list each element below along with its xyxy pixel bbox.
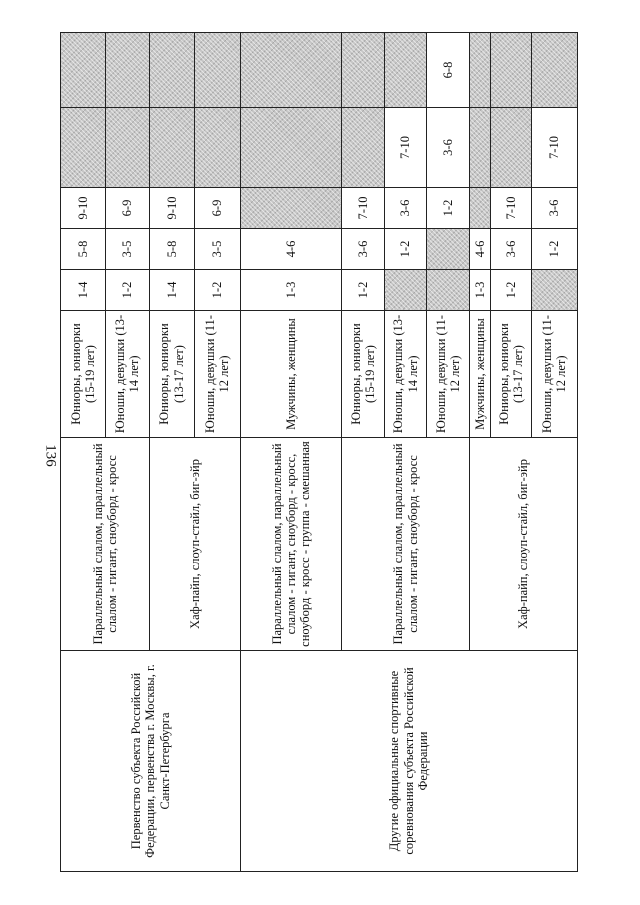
shaded-cell xyxy=(385,33,427,108)
shaded-cell xyxy=(491,33,532,108)
shaded-cell xyxy=(61,108,106,188)
table-row xyxy=(240,33,342,872)
age-group-cell: Юниоры, юниорки (13-17 лет) xyxy=(149,311,194,438)
age-group-cell: Юноши, девушки (11-12 лет) xyxy=(531,311,577,438)
rank-cell: 1-3 xyxy=(469,270,490,311)
rank-cell: 1-2 xyxy=(385,229,427,270)
rank-cell: 4-6 xyxy=(240,229,342,270)
rank-cell: 7-10 xyxy=(491,188,532,229)
rank-cell: 9-10 xyxy=(61,188,106,229)
rank-cell: 3-6 xyxy=(342,229,385,270)
discipline-cell: Хаф-пайп, слоуп-стайл, биг-эйр xyxy=(469,438,577,651)
rank-cell: 5-8 xyxy=(149,229,194,270)
rank-cell: 6-9 xyxy=(105,188,149,229)
shaded-cell xyxy=(469,108,490,188)
shaded-cell xyxy=(194,33,240,108)
shaded-cell xyxy=(149,33,194,108)
rank-cell: 3-6 xyxy=(531,188,577,229)
shaded-cell xyxy=(194,108,240,188)
rank-cell: 7-10 xyxy=(531,108,577,188)
age-group-cell: Юниоры, юниорки (15-19 лет) xyxy=(61,311,106,438)
age-group-cell: Юноши, девушки (11-12 лет) xyxy=(194,311,240,438)
table-row xyxy=(61,33,106,872)
age-group-cell: Юноши, девушки (13-14 лет) xyxy=(385,311,427,438)
discipline-cell: Параллельный слалом, параллельный слалом - гигант, сноуборд - кросс xyxy=(61,438,150,651)
shaded-cell xyxy=(469,188,490,229)
rank-cell: 1-2 xyxy=(531,229,577,270)
rank-cell: 5-8 xyxy=(61,229,106,270)
age-group-cell: Юниоры, юниорки (15-19 лет) xyxy=(342,311,385,438)
shaded-cell xyxy=(491,108,532,188)
shaded-cell xyxy=(61,33,106,108)
shaded-cell xyxy=(105,33,149,108)
rank-cell: 1-2 xyxy=(105,270,149,311)
rank-cell: 1-3 xyxy=(240,270,342,311)
page-number: 136 xyxy=(42,444,59,467)
shaded-cell xyxy=(240,108,342,188)
shaded-cell xyxy=(342,108,385,188)
rank-cell: 4-6 xyxy=(469,229,490,270)
age-group-cell: Юноши, девушки (11-12 лет) xyxy=(427,311,470,438)
shaded-cell xyxy=(531,33,577,108)
rank-cell: 3-6 xyxy=(427,108,470,188)
discipline-cell: Параллельный слалом, параллельный слалом - гигант, сноуборд - кросс, сноуборд - кросс - группа - смешанная xyxy=(240,438,342,651)
age-group-cell: Юноши, девушки (13-14 лет) xyxy=(105,311,149,438)
shaded-cell xyxy=(240,188,342,229)
shaded-cell xyxy=(105,108,149,188)
rank-cell: 6-8 xyxy=(427,33,470,108)
shaded-cell xyxy=(342,33,385,108)
shaded-cell xyxy=(427,229,470,270)
rank-cell: 1-2 xyxy=(194,270,240,311)
age-group-cell: Мужчины, женщины xyxy=(240,311,342,438)
shaded-cell xyxy=(385,270,427,311)
shaded-cell xyxy=(531,270,577,311)
rank-cell: 1-2 xyxy=(427,188,470,229)
rank-cell: 3-6 xyxy=(491,229,532,270)
rank-cell: 9-10 xyxy=(149,188,194,229)
competition-cell: Первенство субъекта Российской Федерации, первенства г. Москвы, г. Санкт-Петербурга xyxy=(61,651,241,872)
rank-cell: 7-10 xyxy=(385,108,427,188)
rank-cell: 1-4 xyxy=(61,270,106,311)
rotated-table-container xyxy=(60,33,578,872)
rank-cell: 1-2 xyxy=(342,270,385,311)
rank-cell: 6-9 xyxy=(194,188,240,229)
sports-rank-table xyxy=(60,32,578,872)
rank-cell: 3-5 xyxy=(105,229,149,270)
shaded-cell xyxy=(469,33,490,108)
shaded-cell xyxy=(427,270,470,311)
age-group-cell: Мужчины, женщины xyxy=(469,311,490,438)
rank-cell: 1-4 xyxy=(149,270,194,311)
rank-cell: 3-6 xyxy=(385,188,427,229)
shaded-cell xyxy=(240,33,342,108)
age-group-cell: Юниоры, юниорки (13-17 лет) xyxy=(491,311,532,438)
rank-cell: 7-10 xyxy=(342,188,385,229)
discipline-cell: Параллельный слалом, параллельный слалом - гигант, сноуборд - кросс xyxy=(342,438,469,651)
rank-cell: 3-5 xyxy=(194,229,240,270)
shaded-cell xyxy=(149,108,194,188)
rank-cell: 1-2 xyxy=(491,270,532,311)
discipline-cell: Хаф-пайп, слоуп-стайл, биг-эйр xyxy=(149,438,240,651)
competition-cell: Другие официальные спортивные соревнования субъекта Российской Федерации xyxy=(240,651,577,872)
